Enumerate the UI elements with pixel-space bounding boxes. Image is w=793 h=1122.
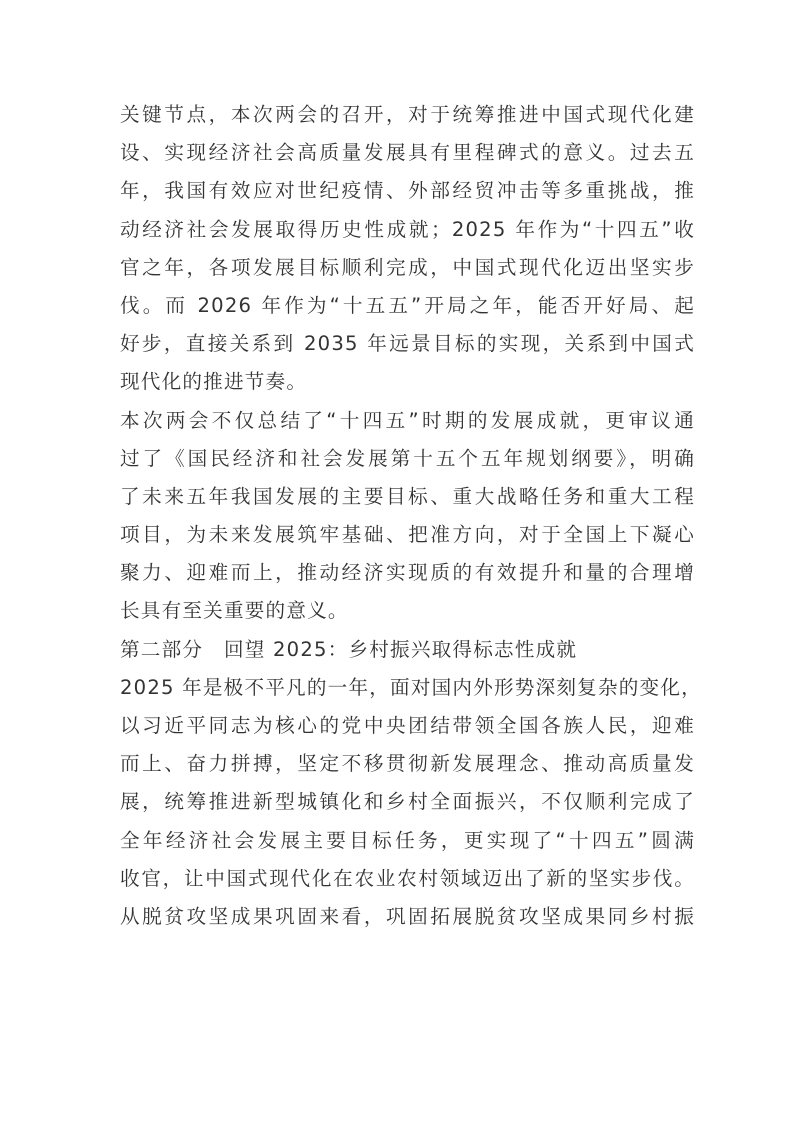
section-heading: 第二部分 回望 2025：乡村振兴取得标志性成就 [120, 637, 578, 661]
text-line: 本次两会不仅总结了“十四五”时期的发展成就，更审议通 [120, 408, 695, 432]
text-line: 全年经济社会发展主要目标任务，更实现了“十四五”圆满 [120, 828, 695, 852]
text-line: 设、实现经济社会高质量发展具有里程碑式的意义。过去五 [120, 141, 695, 165]
text-line: 过了《国民经济和社会发展第十五个五年规划纲要》，明确 [120, 446, 695, 470]
text-line: 现代化的推进节奏。 [120, 370, 308, 394]
text-line: 年，我国有效应对世纪疫情、外部经贸冲击等多重挑战，推 [120, 179, 695, 203]
text-line: 长具有至关重要的意义。 [120, 599, 349, 623]
text-line: 展，统筹推进新型城镇化和乡村全面振兴，不仅顺利完成了 [120, 790, 695, 814]
text-line: 项目，为未来发展筑牢基础、把准方向，对于全国上下凝心 [120, 523, 695, 547]
text-line: 以习近平同志为核心的党中央团结带领全国各族人民，迎难 [120, 714, 695, 737]
text-line: 收官，让中国式现代化在农业农村领域迈出了新的坚实步伐。 [120, 866, 695, 890]
body-text [120, 96, 702, 936]
text-line: 关键节点，本次两会的召开，对于统筹推进中国式现代化建 [120, 103, 695, 126]
text-line: 官之年，各项发展目标顺利完成，中国式现代化迈出坚实步 [120, 255, 695, 279]
text-line: 动经济社会发展取得历史性成就；2025 年作为“十四五”收 [120, 217, 695, 241]
text-line: 而上、奋力拼搏，坚定不移贯彻新发展理念、推动高质量发 [120, 752, 695, 776]
text-line: 伐。而 2026 年作为“十五五”开局之年，能否开好局、起 [120, 293, 695, 317]
text-line: 聚力、迎难而上，推动经济实现质的有效提升和量的合理增 [120, 561, 695, 585]
text-line: 了未来五年我国发展的主要目标、重大战略任务和重大工程 [120, 484, 695, 508]
text-line: 好步，直接关系到 2035 年远景目标的实现，关系到中国式 [120, 332, 695, 356]
text-line: 从脱贫攻坚成果巩固来看，巩固拓展脱贫攻坚成果同乡村振 [120, 904, 695, 928]
text-line: 2025 年是极不平凡的一年，面对国内外形势深刻复杂的变化， [120, 675, 702, 699]
